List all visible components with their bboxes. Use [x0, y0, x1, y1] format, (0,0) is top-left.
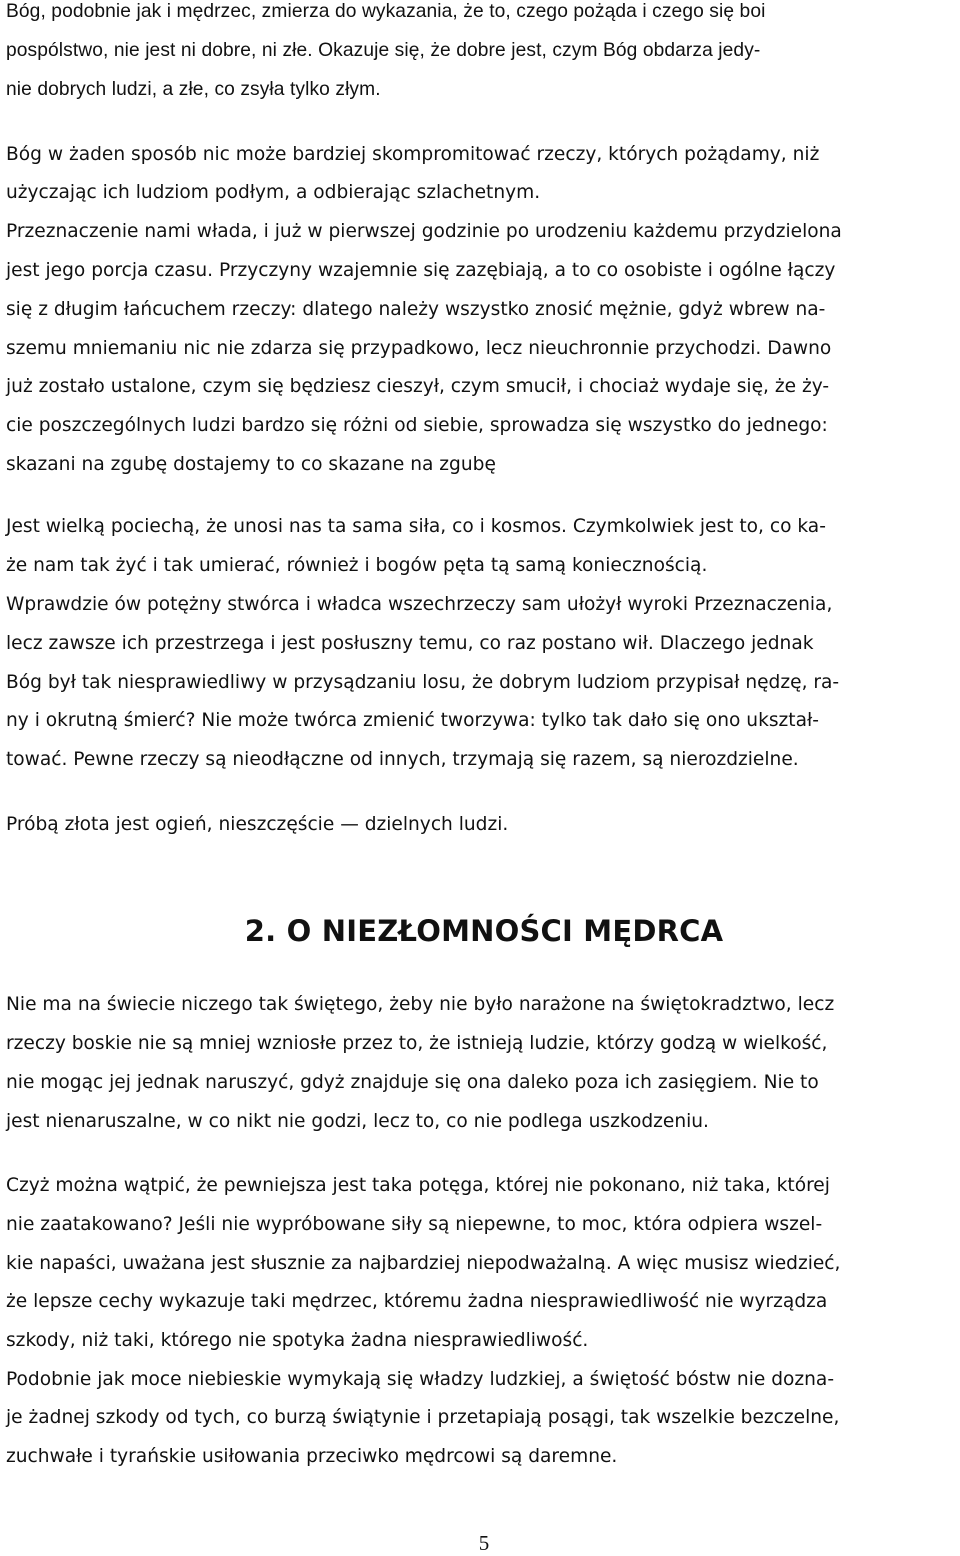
text-line: szkody, niż taki, którego nie spotyka żadna niesprawiedliwość. — [6, 1330, 589, 1351]
text-line: szemu mniemaniu nic nie zdarza się przypadkowo, lecz nieuchronnie przychodzi. Dawno — [6, 338, 832, 359]
text-line: Nie ma na świecie niczego tak świętego, żeby nie było narażone na świętokradztwo, lecz — [6, 994, 835, 1015]
text-line: się z długim łańcuchem rzeczy: dlatego należy wszystko znosić mężnie, gdyż wbrew na- — [6, 299, 826, 320]
text-line: Czyż można wątpić, że pewniejsza jest taka potęga, której nie pokonano, niż taka, której — [6, 1175, 830, 1196]
text-line: że lepsze cechy wykazuje taki mędrzec, któremu żadna niesprawiedliwość nie wyrządza — [6, 1291, 828, 1312]
text-line: pospólstwo, nie jest ni dobre, ni złe. Okazuje się, że dobre jest, czym Bóg obdarza jedy- — [6, 40, 761, 61]
text-line: nie dobrych ludzi, a złe, co zsyła tylko złym. — [6, 79, 381, 100]
text-line: je żadnej szkody od tych, co burzą świątynie i przetapiają posągi, tak wszelkie bezczelne, — [6, 1407, 840, 1428]
text-line: tować. Pewne rzeczy są nieodłączne od innych, trzymają się razem, są nierozdzielne. — [6, 749, 799, 770]
text-line: skazani na zgubę dostajemy to co skazane na zgubę — [6, 454, 496, 475]
text-line: Jest wielką pociechą, że unosi nas ta sama siła, co i kosmos. Czymkolwiek jest to, co ka- — [6, 516, 826, 537]
text-line: rzeczy boskie nie są mniej wzniosłe przez to, że istnieją ludzie, którzy godzą w wielkość, — [6, 1033, 828, 1054]
text-line: Bóg w żaden sposób nic może bardziej skompromitować rzeczy, których pożądamy, niż — [6, 144, 820, 165]
section-heading: 2. O NIEZŁOMNOŚCI MĘDRCA — [244, 914, 724, 948]
text-line: zuchwałe i tyrańskie usiłowania przeciwko mędrcowi są daremne. — [6, 1446, 618, 1467]
text-line: użyczając ich ludziom podłym, a odbierając szlachetnym. — [6, 182, 541, 203]
text-line: jest nienaruszalne, w co nikt nie godzi, lecz to, co nie podlega uszkodzeniu. — [6, 1111, 709, 1132]
text-line: Bóg był tak niesprawiedliwy w przysądzaniu losu, że dobrym ludziom przypisał nędzę, ra- — [6, 672, 840, 693]
text-line: Bóg, podobnie jak i mędrzec, zmierza do wykazania, że to, czego pożąda i czego się boi — [6, 1, 766, 22]
text-line: lecz zawsze ich przestrzega i jest posłuszny temu, co raz postano wił. Dlaczego jednak — [6, 633, 814, 654]
text-line: cie poszczególnych ludzi bardzo się różni od siebie, sprowadza się wszystko do jednego: — [6, 415, 828, 436]
text-line: nie mogąc jej jednak naruszyć, gdyż znajduje się ona daleko poza ich zasięgiem. Nie to — [6, 1072, 819, 1093]
text-line: ny i okrutną śmierć? Nie może twórca zmienić tworzywa: tylko tak dało się ono ukształ- — [6, 710, 819, 731]
text-line: że nam tak żyć i tak umierać, również i bogów pęta tą samą koniecznością. — [6, 555, 708, 576]
text-line: Wprawdzie ów potężny stwórca i władca wszechrzeczy sam ułożył wyroki Przeznaczenia, — [6, 594, 833, 615]
text-line: kie napaści, uważana jest słusznie za najbardziej niepodważalną. A więc musisz wiedzieć, — [6, 1253, 841, 1274]
text-line: Podobnie jak moce niebieskie wymykają się władzy ludzkiej, a świętość bóstw nie dozna- — [6, 1369, 835, 1390]
text-line: nie zaatakowano? Jeśli nie wypróbowane siły są niepewne, to moc, która odpiera wszel- — [6, 1214, 823, 1235]
text-line: jest jego porcja czasu. Przyczyny wzajemnie się zazębiają, a to co osobiste i ogólne łączy — [6, 260, 836, 281]
page-number: 5 — [478, 1531, 490, 1555]
text-line: już zostało ustalone, czym się będziesz cieszył, czym smucił, i chociaż wydaje się, że ży- — [6, 376, 830, 397]
text-line: Próbą złota jest ogień, nieszczęście — dzielnych ludzi. — [6, 814, 509, 835]
text-line: Przeznaczenie nami włada, i już w pierwszej godzinie po urodzeniu każdemu przydzielona — [6, 221, 842, 242]
